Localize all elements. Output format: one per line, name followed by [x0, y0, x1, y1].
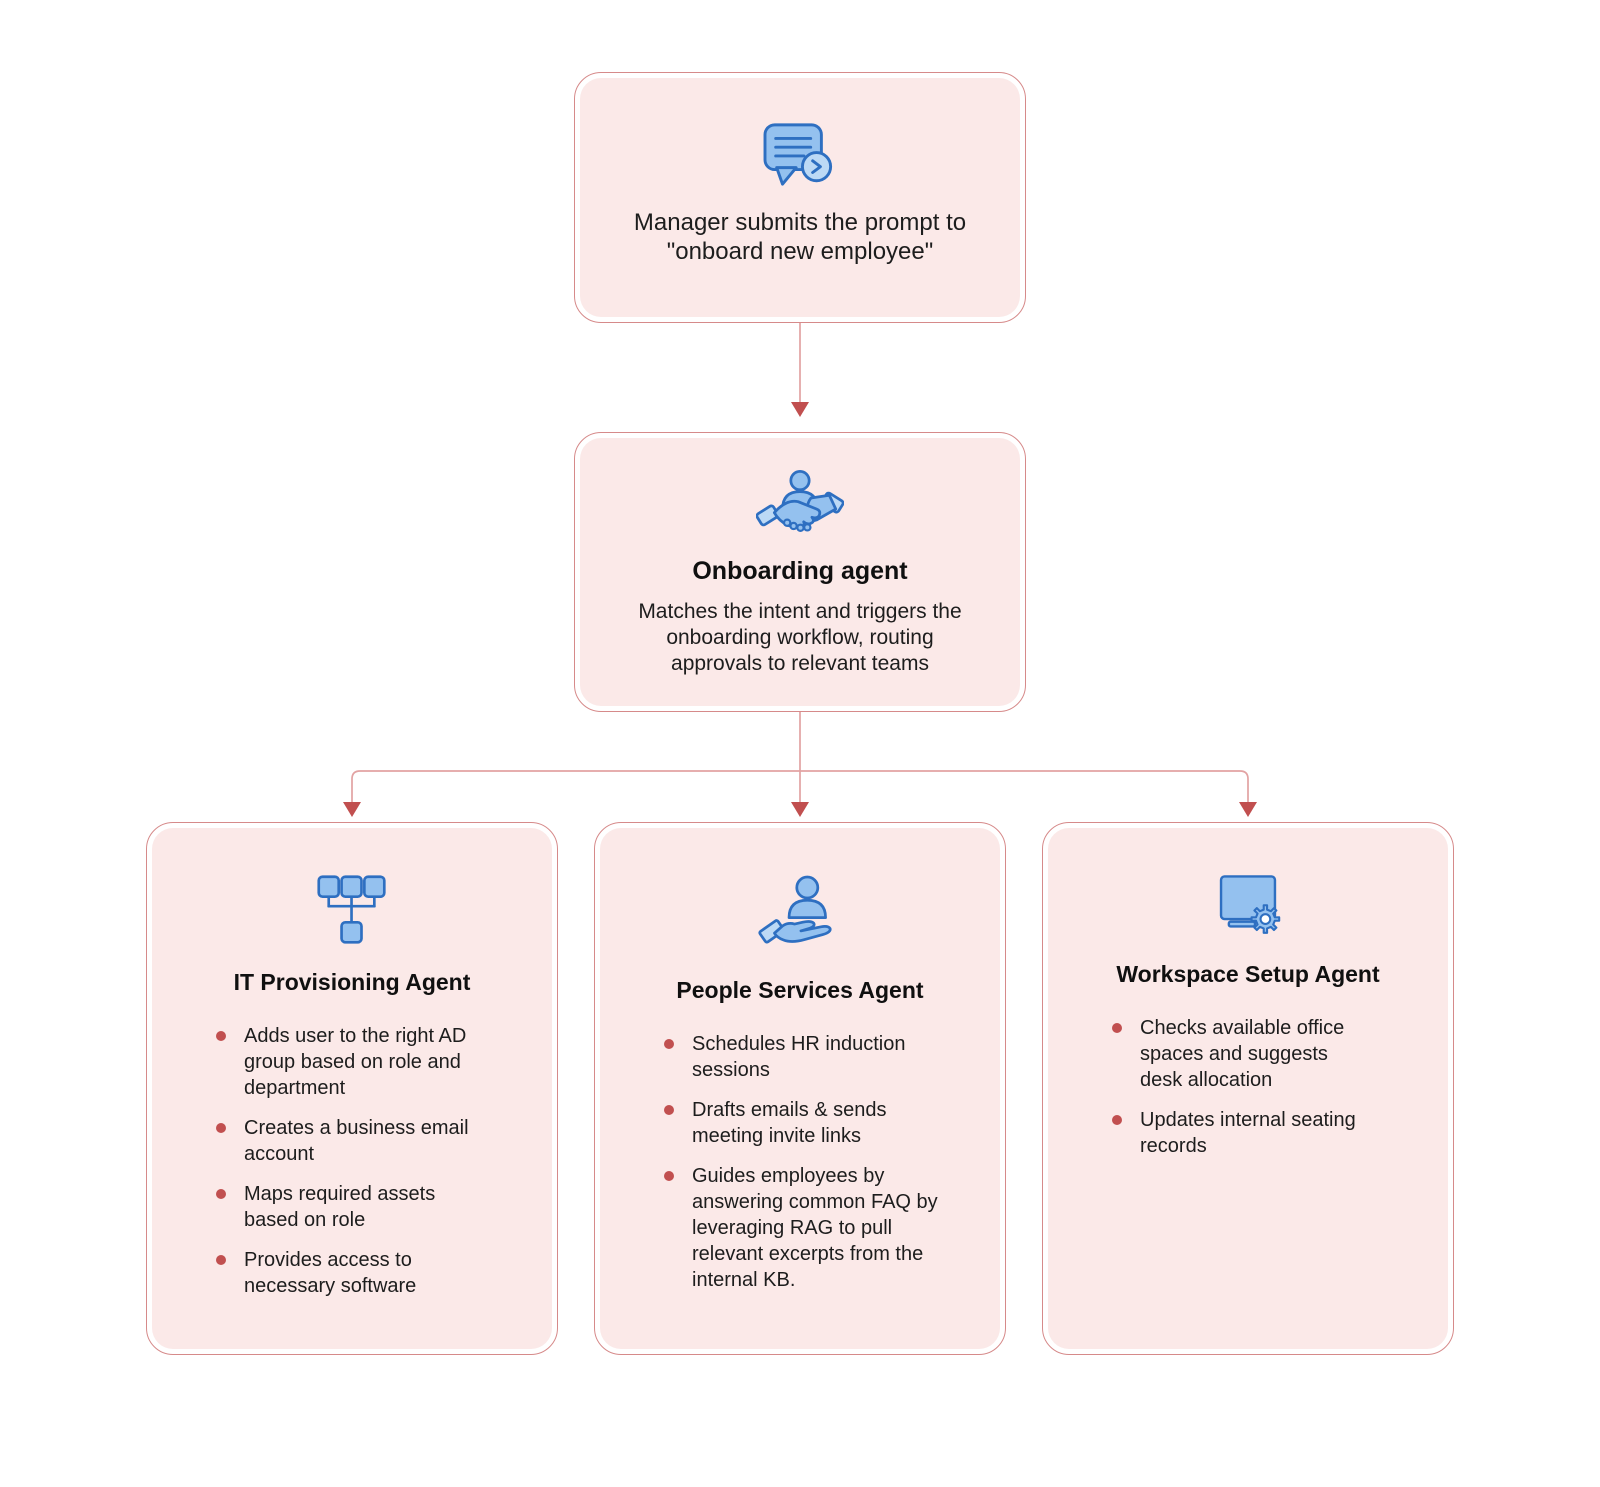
agent-card-body — [1048, 828, 1448, 1349]
chat-prompt-icon — [760, 120, 840, 190]
bullet-item: Maps required assets based on role — [244, 1181, 472, 1233]
agent-card-it-provisioning — [146, 822, 558, 1355]
bullet-item: Creates a business email account — [244, 1115, 472, 1167]
bullet-item: Updates internal seating records — [1140, 1107, 1374, 1159]
bullet-item: Checks available office spaces and suggests desk allocation — [1140, 1015, 1374, 1093]
agent-bullet-list — [692, 1031, 946, 1307]
bullet-item: Schedules HR induction sessions — [692, 1031, 946, 1083]
workstation-gear-icon — [1208, 872, 1288, 940]
agent-title: People Services Agent — [676, 977, 924, 1003]
agent-title: IT Provisioning Agent — [233, 969, 471, 995]
agent-card-workspace-setup — [1042, 822, 1454, 1355]
bullet-item: Provides access to necessary software — [244, 1247, 472, 1299]
agent-card-people-services — [594, 822, 1006, 1355]
trigger-text: Manager submits the prompt to "onboard new employee" — [633, 208, 967, 265]
trigger-node — [574, 72, 1026, 323]
handshake-icon — [756, 468, 844, 550]
bullet-item: Adds user to the right AD group based on role and department — [244, 1023, 472, 1101]
agent-card-body — [600, 828, 1000, 1349]
agent-title: Workspace Setup Agent — [1116, 961, 1380, 987]
orchestrator-description: Matches the intent and triggers the onboarding workflow, routing approvals to relevant teams — [638, 600, 962, 675]
bullet-item: Guides employees by answering common FAQ by leveraging RAG to pull relevant excerpts from the internal KB. — [692, 1163, 946, 1293]
bullet-item: Drafts emails & sends meeting invite links — [692, 1097, 946, 1149]
orchestrator-node — [574, 432, 1026, 712]
agent-bullet-list — [244, 1023, 472, 1313]
arrows-orchestrator-to-agents — [343, 712, 1257, 817]
agent-bullet-list — [1140, 1015, 1374, 1173]
trigger-node-body — [580, 78, 1020, 317]
orchestrator-title: Onboarding agent — [692, 557, 908, 585]
arrow-trigger-to-orchestrator — [791, 323, 809, 417]
person-care-icon — [758, 872, 842, 956]
agent-card-body — [152, 828, 552, 1349]
orchestrator-node-body — [580, 438, 1020, 706]
org-hierarchy-icon — [314, 872, 390, 948]
